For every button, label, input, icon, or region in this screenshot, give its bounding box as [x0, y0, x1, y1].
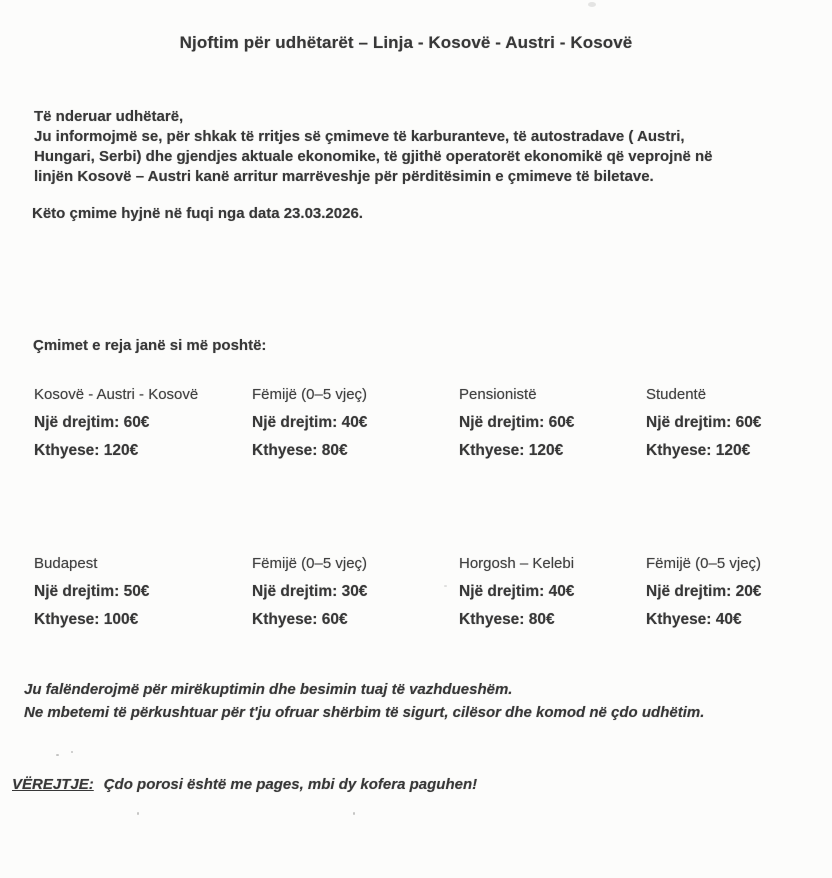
fare-block-kosove-austri — [34, 381, 246, 465]
fare-one-way: Një drejtim: 60€ — [646, 414, 762, 431]
fare-round-trip: Kthyese: 100€ — [34, 611, 139, 628]
fare-one-way: Një drejtim: 60€ — [459, 414, 575, 431]
fare-one-way: Një drejtim: 40€ — [459, 583, 575, 600]
fare-block-horgosh-kelebi — [459, 550, 671, 634]
closing-line: Ne mbetemi të përkushtuar për t'ju ofruar shërbim të sigurt, cilësor dhe komod në çdo udhëtim. — [24, 704, 705, 721]
fare-block-pensioniste — [459, 381, 671, 465]
prices-heading: Çmimet e reja janë si më poshtë: — [33, 337, 267, 354]
fare-round-trip: Kthyese: 80€ — [459, 611, 555, 628]
fare-row-1 — [0, 381, 832, 476]
page-title: Njoftim për udhëtarët – Linja - Kosovë - Austri - Kosovë — [179, 33, 633, 52]
fare-round-trip: Kthyese: 60€ — [252, 611, 348, 628]
fare-title: Fëmijë (0–5 vjeç) — [646, 555, 762, 572]
remark-line — [12, 776, 477, 793]
remark-label: VËREJTJE: — [12, 776, 94, 793]
fare-block-femije-3 — [646, 550, 832, 634]
fare-block-budapest — [34, 550, 246, 634]
fare-one-way: Një drejtim: 40€ — [252, 414, 368, 431]
fare-one-way: Një drejtim: 60€ — [34, 414, 150, 431]
fare-row-2 — [0, 550, 832, 645]
scan-speck — [71, 751, 73, 753]
closing-line: Ju falënderojmë për mirëkuptimin dhe besimin tuaj të vazhdueshëm. — [24, 681, 513, 698]
scan-speck — [353, 812, 355, 815]
effective-date-line: Këto çmime hyjnë në fuqi nga data 23.03.2026. — [32, 205, 363, 222]
scan-speck — [137, 812, 139, 815]
fare-round-trip: Kthyese: 40€ — [646, 611, 742, 628]
fare-one-way: Një drejtim: 30€ — [252, 583, 368, 600]
scan-speck — [444, 585, 447, 587]
scan-smudge — [588, 2, 596, 7]
fare-round-trip: Kthyese: 120€ — [459, 442, 564, 459]
intro-line: Hungari, Serbi) dhe gjendjes aktuale ekonomike, të gjithë operatorët ekonomikë që veprojnë në — [34, 148, 713, 165]
greeting-line: Të nderuar udhëtarë, — [34, 108, 184, 125]
remark-text: Çdo porosi është me pages, mbi dy kofera paguhen! — [103, 776, 478, 793]
closing-paragraph — [24, 678, 814, 724]
fare-title: Pensionistë — [459, 386, 537, 403]
fare-round-trip: Kthyese: 80€ — [252, 442, 348, 459]
fare-title: Fëmijë (0–5 vjeç) — [252, 386, 368, 403]
fare-title: Horgosh – Kelebi — [459, 555, 575, 572]
fare-title: Fëmijë (0–5 vjeç) — [252, 555, 368, 572]
intro-paragraph — [34, 107, 804, 187]
fare-one-way: Një drejtim: 20€ — [646, 583, 762, 600]
fare-title: Kosovë - Austri - Kosovë — [34, 386, 199, 403]
intro-line: Ju informojmë se, për shkak të rritjes së çmimeve të karburanteve, të autostradave ( Austri, — [34, 128, 685, 145]
fare-round-trip: Kthyese: 120€ — [646, 442, 751, 459]
fare-round-trip: Kthyese: 120€ — [34, 442, 139, 459]
fare-title: Studentë — [646, 386, 707, 403]
fare-title: Budapest — [34, 555, 98, 572]
fare-block-femije-1 — [252, 381, 464, 465]
fare-block-femije-2 — [252, 550, 464, 634]
intro-line: linjën Kosovë – Austri kanë arritur marrëveshje për përditësimin e çmimeve të biletave. — [34, 168, 654, 185]
fare-block-studente — [646, 381, 832, 465]
fare-one-way: Një drejtim: 50€ — [34, 583, 150, 600]
scan-speck — [56, 754, 59, 756]
